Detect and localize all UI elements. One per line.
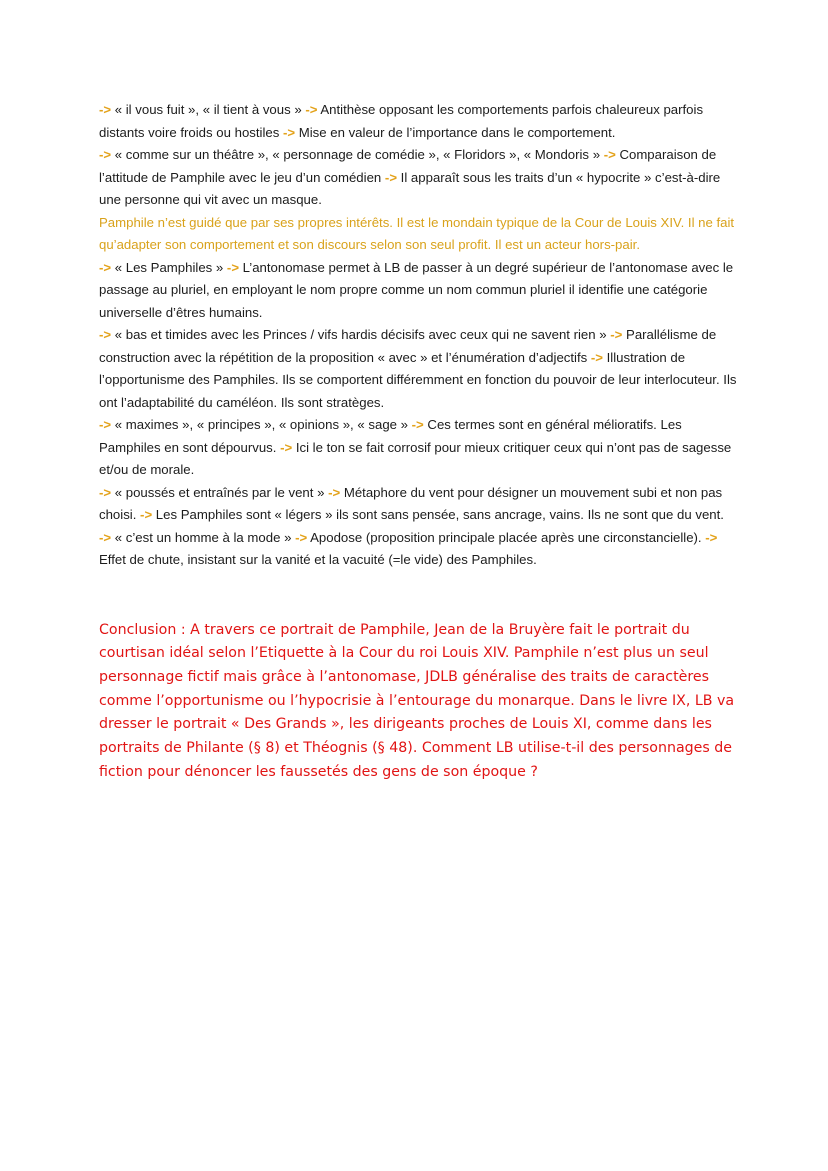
arrow-icon: -> (282, 124, 296, 140)
arrow-icon: -> (305, 102, 318, 117)
paragraph-text: « comme sur un théâtre », « personnage de comédie », « Floridors », « Mondoris » (111, 147, 604, 162)
paragraph-vent (99, 482, 739, 527)
paragraph-text: Parallélisme de construction avec la répétition de la proposition « avec » et l’énumération d’adjectifs (99, 327, 717, 365)
paragraph-maximes (99, 414, 739, 482)
arrow-icon: -> (99, 147, 112, 162)
arrow-icon: -> (99, 484, 112, 500)
paragraph-text: Métaphore du vent pour désigner un mouvement subi et non pas choisi. (99, 484, 723, 522)
arrow-icon: -> (590, 349, 603, 365)
document-page (99, 99, 739, 784)
paragraph-text: « maximes », « principes », « opinions », « sage » (111, 417, 412, 432)
conclusion-paragraph: Conclusion : A travers ce portrait de Pamphile, Jean de la Bruyère fait le portrait du courtisan idéal selon l’Etiquette à la Cour du roi Louis XIV. Pamphile n’est plus un seul personnage fictif mais grâce à l’antonomase, JDLB généralise des traits de caractères comme l’opportunisme ou l’hypocrisie à l’entourage du monarque. Dans le livre IX, LB va dresser le portrait « Des Grands », les dirigeants proches de Louis XI, comme dans les portraits de Philante (§ 8) et Théognis (§ 48). Comment LB utilise-t-il des personnages de fiction pour dénoncer les faussetés des gens de son époque ? (99, 621, 735, 780)
paragraph-text: Comparaison de l’attitude de Pamphile avec le jeu d’un comédien (99, 147, 717, 185)
arrow-icon: -> (295, 529, 308, 545)
paragraph-theatre (99, 144, 739, 212)
paragraph-text: Ici le ton se fait corrosif pour mieux critiquer ceux qui n’ont pas de sagesse et/ou de morale. (99, 439, 732, 477)
arrow-icon: -> (328, 484, 341, 500)
paragraph-text: Antithèse opposant les comportements parfois chaleureux parfois distants voire froids ou hostiles (99, 102, 704, 140)
paragraph-comportements (99, 99, 739, 144)
paragraph-text: Ces termes sont en général mélioratifs. Les Pamphiles en sont dépourvus. (99, 417, 682, 455)
paragraph-text: Apodose (proposition principale placée après une circonstancielle). (307, 529, 706, 545)
paragraph-parallelisme (99, 324, 739, 414)
paragraph-les-pamphiles (99, 257, 739, 325)
arrow-icon: -> (280, 439, 293, 455)
paragraph-text: « poussés et entraînés par le vent » (111, 484, 329, 500)
arrow-icon: -> (99, 259, 112, 275)
paragraph-text: Effet de chute, insistant sur la vanité et la vacuité (=le vide) des Pamphiles. (99, 552, 537, 567)
arrow-icon: -> (99, 102, 112, 117)
arrow-icon: -> (411, 417, 424, 432)
paragraph-text: « il vous fuit », « il tient à vous » (111, 102, 306, 117)
paragraph-text: « c’est un homme à la mode » (111, 529, 296, 545)
arrow-icon: -> (226, 259, 240, 275)
arrow-icon: -> (705, 529, 718, 545)
highlight-text: Pamphile n’est guidé que par ses propres intérêts. Il est le mondain typique de la Cour de Louis XIV. Il ne fait qu’adapter son comportement et son discours selon son seul profit. Il est un acteur hors-pair. (99, 214, 735, 252)
paragraph-text: Les Pamphiles sont « légers » ils sont sans pensée, sans ancrage, vains. Ils ne sont que du vent. (152, 507, 724, 522)
arrow-icon: -> (99, 327, 112, 342)
highlight-summary-pamphile (99, 212, 739, 257)
paragraph-text: « Les Pamphiles » (111, 259, 227, 275)
arrow-icon: -> (610, 327, 623, 342)
arrow-icon: -> (384, 169, 398, 185)
paragraph-text: L’antonomase permet à LB de passer à un degré supérieur de l’antonomase avec le passage au pluriel, en employant le nom propre comme un nom commun pluriel il identifie une catégorie universelle d’êtres humains. (99, 259, 734, 320)
paragraph-text: Mise en valeur de l’importance dans le comportement. (295, 124, 616, 140)
arrow-icon: -> (603, 147, 616, 162)
paragraph-text: Illustration de l’opportunisme des Pamphiles. Ils se comportent différemment en fonction du pouvoir de leur interlocuteur. Ils ont l’adaptabilité du caméléon. Ils sont stratèges. (99, 349, 737, 410)
arrow-icon: -> (99, 529, 112, 545)
arrow-icon: -> (140, 507, 153, 522)
paragraph-homme-a-la-mode (99, 527, 739, 572)
arrow-icon: -> (99, 417, 112, 432)
paragraph-text: Il apparaît sous les traits d’un « hypocrite » c’est-à-dire une personne qui vit avec un masque. (99, 169, 721, 207)
paragraph-text: « bas et timides avec les Princes / vifs hardis décisifs avec ceux qui ne savent rien » (111, 327, 611, 342)
